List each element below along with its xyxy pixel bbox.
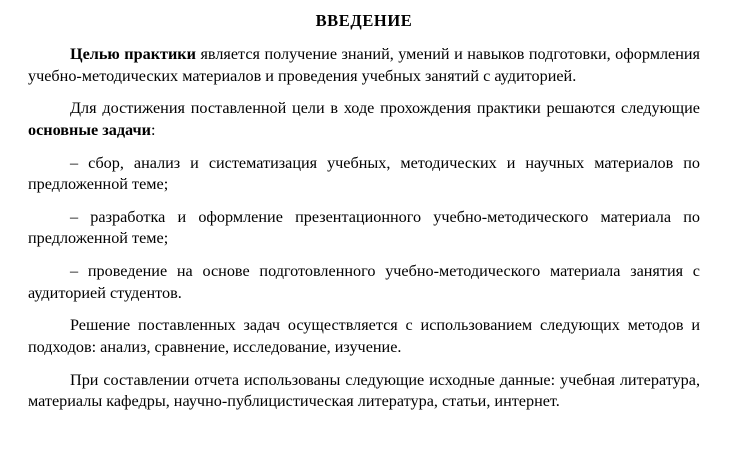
tasks-intro-bold: основные задачи xyxy=(28,120,151,139)
paragraph-tasks-intro xyxy=(28,98,700,141)
paragraph-goal xyxy=(28,44,700,87)
list-item-task-3: – проведение на основе подготовленного учебно-методического материала занятия с аудиторией студентов. xyxy=(28,262,700,302)
list-item-task-1: – сбор, анализ и систематизация учебных, методических и научных материалов по предложенной теме; xyxy=(28,153,700,194)
paragraph-sources: При составлении отчета использованы следующие исходные данные: учебная литература, материалы кафедры, научно-публицистическая литература, статьи, интернет. xyxy=(28,370,700,411)
tasks-intro-suffix: : xyxy=(150,120,156,139)
list-item-task-2: – разработка и оформление презентационного учебно-методического материала по предложенной теме; xyxy=(28,207,700,248)
paragraph-methods: Решение поставленных задач осуществляется с использованием следующих методов и подходов: анализ, сравнение, исследование, изучение. xyxy=(28,316,700,356)
goal-lead-bold: Целью практики xyxy=(70,45,196,64)
goal-rest: является получение знаний, умений и навыков подготовки, оформления учебно-методических материалов и проведения учебных занятий с аудиторией. xyxy=(28,45,700,85)
page-title: ВВЕДЕНИЕ xyxy=(315,11,413,30)
tasks-intro-prefix: Для достижения поставленной цели в ходе прохождения практики решаются следующие xyxy=(70,99,700,118)
